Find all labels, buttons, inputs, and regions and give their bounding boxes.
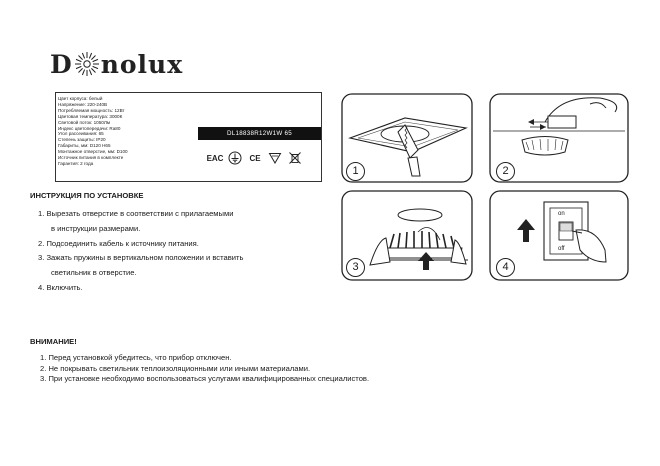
spec-line: Источник питания в комплекте (58, 155, 124, 161)
instruction-step: 3. Зажать пружины в вертикальном положении и вставить (38, 253, 244, 263)
step-number-badge: 2 (496, 162, 515, 181)
brand-name-rest: nolux (100, 49, 184, 79)
instruction-step-cont: светильник в отверстие. (51, 268, 137, 278)
spec-line: Цвет корпуса: белый (58, 96, 103, 101)
model-number: DL18838R12W1W 65 (198, 127, 321, 140)
spec-line: Угол рассеивания: 65 (58, 131, 104, 137)
step-number-badge: 3 (346, 258, 365, 277)
ce-mark: CE (249, 153, 261, 163)
warning-item: 2. Не покрывать светильник теплоизоляционными или иными материалами. (40, 363, 311, 373)
spec-line: Монтажное отверстие, мм: D100 (58, 149, 128, 155)
switch-off-label: off (558, 246, 565, 252)
step-number-badge: 4 (496, 258, 515, 277)
step-number-badge: 1 (346, 162, 365, 181)
spec-line: Напряжение: 220-240В (58, 101, 108, 107)
instruction-step: 2. Подсоединить кабель к источнику питания. (38, 238, 199, 248)
spec-line: Цветовая температура: 3000К (58, 113, 123, 119)
spec-line: Потребляемая мощность: 12Вт (58, 107, 125, 113)
spec-line: Габариты, мм: D120 H65 (58, 143, 111, 149)
spec-line: Гарантия: 2 года (58, 160, 94, 166)
spec-line: Степень защиты: IP20 (58, 137, 106, 143)
warning-list (40, 353, 369, 385)
instruction-step-cont: в инструкции размерами. (51, 223, 141, 233)
instructions-list (38, 207, 243, 296)
warning-item: 3. При установке необходимо воспользоваться услугами квалифицированных специалистов. (40, 374, 370, 384)
instruction-step: 4. Включить. (38, 282, 83, 292)
instructions-heading: ИНСТРУКЦИЯ ПО УСТАНОВКЕ (30, 191, 144, 200)
warning-heading: ВНИМАНИЕ! (30, 337, 77, 346)
instruction-step: 1. Вырезать отверстие в соответствии с прилагаемыми (38, 209, 234, 218)
spec-line: Индекс цветопередачи: Ra80 (58, 125, 121, 131)
spec-line: Световой поток: 1050Лм (58, 119, 111, 125)
warning-item: 1. Перед установкой убедитесь, что прибор отключен. (40, 353, 232, 362)
brand-initial: D (50, 49, 73, 79)
eac-mark: EAC (206, 153, 224, 163)
switch-on-label: on (558, 211, 565, 217)
